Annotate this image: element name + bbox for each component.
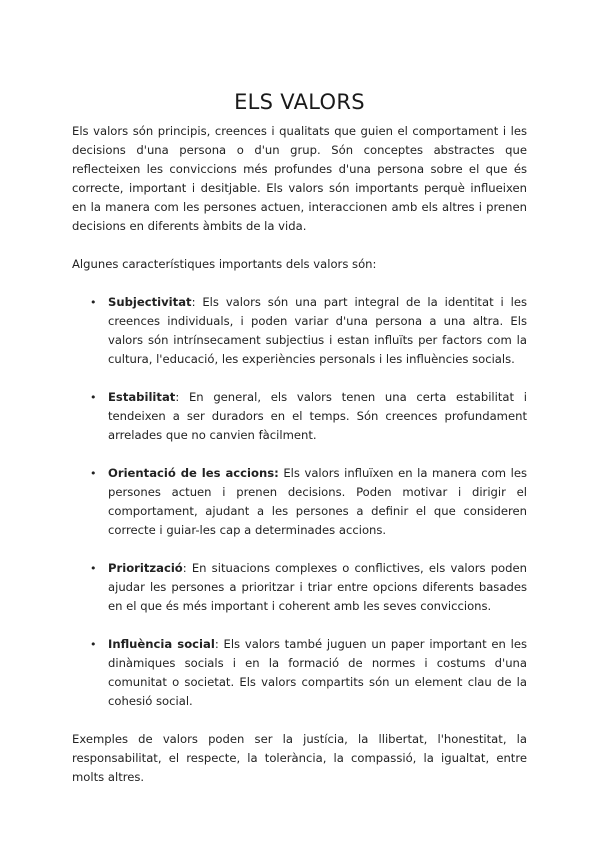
bullet-icon: • [90,562,97,575]
item-text: : Els valors són una part integral de la identitat i les creences individuals, i poden variar d'una persona a una altra. Els valors són intrínsecament subjectius i estan influïts per factors com la cultura, l'educació, les experiències personals i les influències socials. [108,295,527,366]
item-text: : En situacions complexes o conflictives, els valors poden ajudar les persones a prioritzar i triar entre opcions diferents basades en el que és més important i coherent amb les seves conviccions. [108,561,527,613]
bullet-icon: • [90,296,97,309]
characteristics-list [72,293,527,711]
list-item [90,635,528,711]
item-text: : En general, els valors tenen una certa estabilitat i tendeixen a ser duradors en el temps. Són creences profundament arrelades que no canvien fàcilment. [108,390,527,442]
item-term: Orientació de les accions: [108,466,279,480]
item-text: Els valors influïxen en la manera com les persones actuen i prenen decisions. Poden motivar i dirigir el comportament, ajudant a les persones a definir el que consideren correcte i guiar-les cap a determinades accions. [108,466,528,537]
bullet-icon: • [90,467,97,480]
item-text: : Els valors també juguen un paper important en les dinàmiques socials i en la formació de normes i costums d'una comunitat o societat. Els valors compartits són un element clau de la cohesió social. [108,637,528,708]
intro-paragraph: Els valors són principis, creences i qualitats que guien el comportament i les decisions d'una persona o d'un grup. Són conceptes abstractes que reflecteixen les conviccions més profundes d'una persona sobre el que és correcte, important i desitjable. Els valors són importants perquè influeixen en la manera com les persones actuen, interaccionen amb els altres i prenen decisions en diferents àmbits de la vida. [72,124,527,233]
list-item [90,293,527,369]
item-term: Priorització [108,561,183,575]
list-item [90,559,527,616]
document-page [72,88,527,787]
closing-paragraph: Exemples de valors poden ser la justícia, la llibertat, l'honestitat, la responsabilitat, el respecte, la tolerància, la compassió, la igualtat, entre molts altres. [72,732,527,784]
list-item [90,464,528,540]
bullet-icon: • [90,638,97,651]
item-term: Influència social [108,637,215,651]
page-title: ELS VALORS [234,90,365,114]
item-term: Subjectivitat [108,295,192,309]
item-term: Estabilitat [108,390,176,404]
bullet-icon: • [90,391,97,404]
characteristics-lead: Algunes característiques importants dels valors són: [72,257,377,271]
list-item [90,388,527,445]
